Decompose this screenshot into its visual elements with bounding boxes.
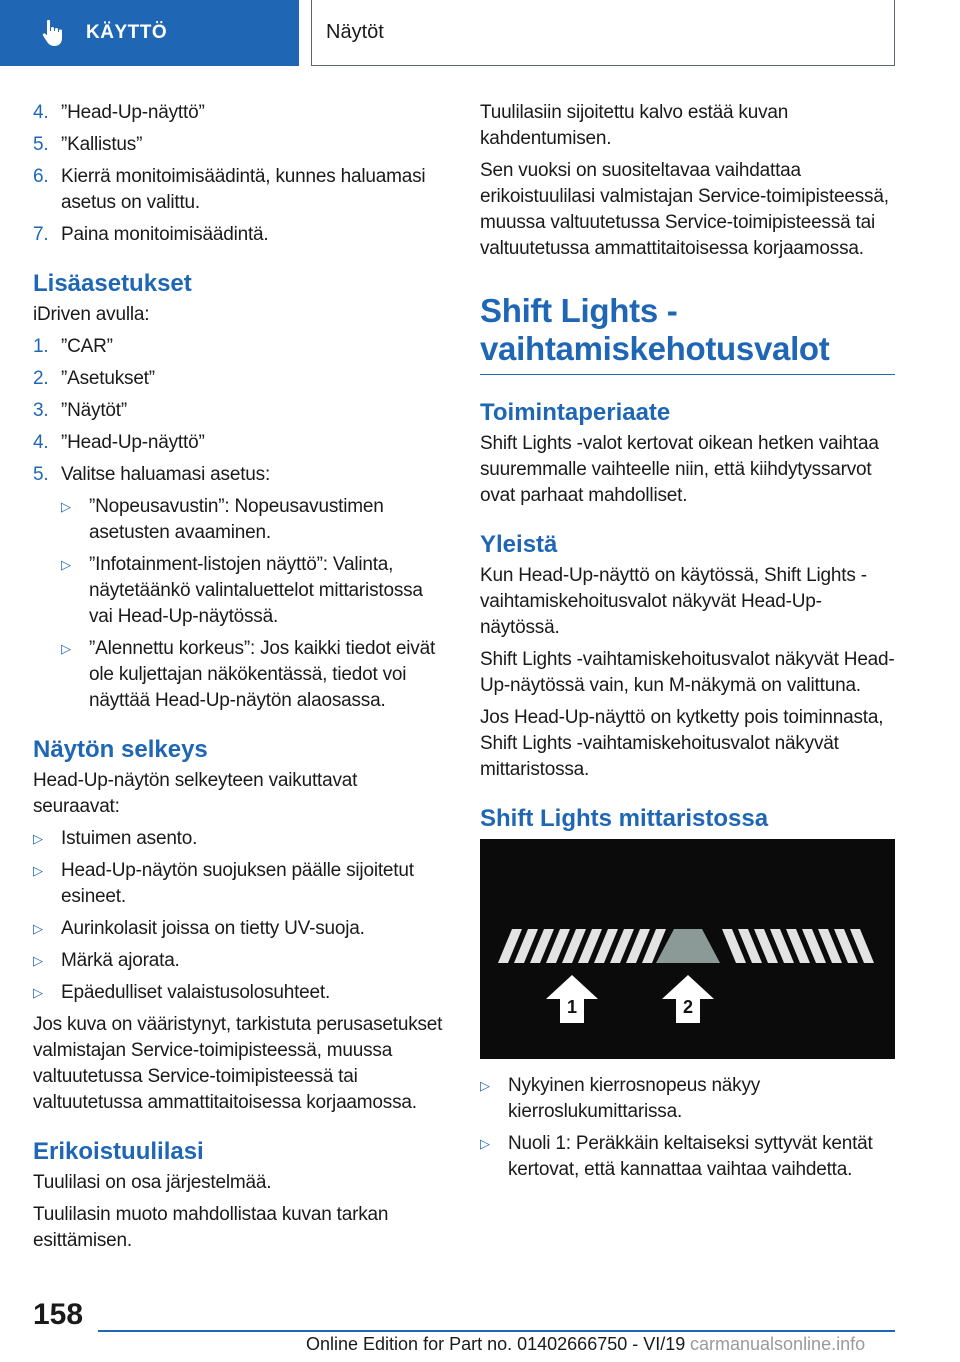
step-number: 5.: [33, 464, 49, 485]
step-number: 2.: [33, 368, 49, 389]
clarity-list: [33, 826, 448, 1006]
triangle-right-icon: ▷: [61, 641, 71, 656]
list-item: [61, 636, 448, 714]
triangle-right-icon: ▷: [61, 499, 71, 514]
item-text: Aurinkolasit joissa on tietty UV-suoja.: [61, 918, 365, 939]
footer-edition: Online Edition for Part no. 01402666750 - VI/19: [306, 1334, 686, 1354]
section-tab: [0, 0, 299, 66]
triangle-right-icon: ▷: [33, 831, 43, 846]
figure-notes-list: [480, 1073, 895, 1183]
step-text: ”Asetukset”: [61, 368, 155, 389]
step-number: 1.: [33, 336, 49, 357]
item-text: ”Nopeusavustin”: Nopeusavustimen asetusten avaaminen.: [89, 496, 384, 543]
step-number: 4.: [33, 432, 49, 453]
paragraph: iDriven avulla:: [33, 304, 150, 325]
step-number: 6.: [33, 166, 49, 187]
item-text: Istuimen asento.: [61, 828, 198, 849]
list-item: [33, 100, 448, 126]
step-number: 7.: [33, 224, 49, 245]
item-text: ”Infotainment-listojen näyttö”: Valinta, näytetäänkö valintaluettelot mittaristossa vai Head-Up-näytössä.: [89, 554, 423, 627]
item-text: Märkä ajorata.: [61, 950, 180, 971]
list-item: [33, 948, 448, 974]
paragraph: Head-Up-näytön selkeyteen vaikuttavat seuraavat:: [33, 770, 358, 817]
list-item: [33, 916, 448, 942]
triangle-right-icon: ▷: [33, 953, 43, 968]
triangle-right-icon: ▷: [480, 1078, 490, 1093]
paragraph: Jos Head-Up-näyttö on kytketty pois toiminnasta, Shift Lights -vaihtamiskehoitusvalot näkyvät mittaristossa.: [480, 707, 884, 780]
triangle-right-icon: ▷: [61, 557, 71, 572]
right-column: [480, 100, 895, 1189]
footer-watermark: carmanualsonline.info: [690, 1334, 866, 1354]
item-text: Nykyinen kierrosnopeus näkyy kierroslukumittarissa.: [508, 1075, 761, 1122]
settings-steps: [33, 334, 448, 488]
item-text: Epäedulliset valaistusolosuhteet.: [61, 982, 331, 1003]
heading-toimintaperiaate: Toimintaperiaate: [480, 399, 671, 426]
footer-divider: [98, 1330, 895, 1332]
list-item: [33, 132, 448, 158]
shift-lights-figure: [480, 839, 895, 1059]
paragraph: Tuulilasi on osa järjestelmää.: [33, 1172, 272, 1193]
item-text: Nuoli 1: Peräkkäin keltaiseksi syttyvät kentät kertovat, että kannattaa vaihtaa vaihdetta.: [508, 1133, 873, 1180]
list-item: [480, 1131, 895, 1183]
paragraph: Kun Head-Up-näyttö on käytössä, Shift Lights -vaihtamiskehoitusvalot näkyvät Head-Up-näytössä.: [480, 565, 867, 638]
chapter-title: Näytöt: [326, 21, 384, 43]
step-text: Kierrä monitoimisäädintä, kunnes haluamasi asetus on valittu.: [61, 166, 426, 213]
section-title: KÄYTTÖ: [86, 22, 168, 43]
heading-yleista: Yleistä: [480, 531, 558, 558]
heading-erikoistuulilasi: Erikoistuulilasi: [33, 1138, 204, 1165]
triangle-right-icon: ▷: [480, 1136, 490, 1151]
list-item: [61, 552, 448, 630]
list-item: [480, 1073, 895, 1125]
heading-shift-lights: Shift Lights - vaihtamiskehotusvalot: [480, 292, 895, 375]
list-item: [33, 430, 448, 456]
left-column: [33, 100, 448, 1260]
step-text: Valitse haluamasi asetus:: [61, 464, 271, 485]
list-item: [33, 462, 448, 488]
list-item: [33, 222, 448, 248]
triangle-right-icon: ▷: [33, 921, 43, 936]
triangle-right-icon: ▷: [33, 863, 43, 878]
heading-mittaristossa: Shift Lights mittaristossa: [480, 805, 769, 832]
shift-lights-illustration: [480, 839, 895, 1059]
list-item: [33, 164, 448, 216]
list-item: [61, 494, 448, 546]
paragraph: Shift Lights -valot kertovat oikean hetken vaihtaa suuremmalle vaihteelle niin, että kiihdytyssarvot ovat parhaat mahdolliset.: [480, 433, 879, 506]
list-item: [33, 826, 448, 852]
paragraph: Tuulilasiin sijoitettu kalvo estää kuvan kahdentumisen.: [480, 102, 789, 149]
list-item: [33, 858, 448, 910]
heading-selkeys: Näytön selkeys: [33, 736, 208, 763]
paragraph: Sen vuoksi on suositeltavaa vaihdattaa erikoistuulilasi valmistajan Service-toimipisteessä, muussa valtuutetussa Service-toimipisteessä tai valtuutetussa ammattitaitoisessa korjaamossa.: [480, 160, 889, 259]
settings-sublist: [61, 494, 448, 714]
step-text: ”Head-Up-näyttö”: [61, 432, 205, 453]
intro-steps: [33, 100, 448, 248]
step-number: 3.: [33, 400, 49, 421]
paragraph: Shift Lights -vaihtamiskehoitusvalot näkyvät Head-Up-näytössä vain, kun M-näkymä on valittuna.: [480, 649, 895, 696]
step-number: 5.: [33, 134, 49, 155]
step-text: ”Kallistus”: [61, 134, 143, 155]
page-number: 158: [33, 1298, 84, 1331]
triangle-right-icon: ▷: [33, 985, 43, 1000]
chapter-header: [311, 0, 895, 66]
item-text: ”Alennettu korkeus”: Jos kaikki tiedot eivät ole kuljettajan näkökentässä, tiedot voi näyttää Head-Up-näytön alaosassa.: [89, 638, 436, 711]
step-text: ”Näytöt”: [61, 400, 127, 421]
list-item: [33, 334, 448, 360]
paragraph: Jos kuva on vääristynyt, tarkistuta perusasetukset valmistajan Service-toimipisteessä, muussa valtuutetussa Service-toimipisteessä tai valtuutetussa ammattitaitoisessa korjaamossa.: [33, 1014, 443, 1113]
pointing-hand-icon: [38, 18, 68, 48]
step-number: 4.: [33, 102, 49, 123]
item-text: Head-Up-näytön suojuksen päälle sijoitetut esineet.: [61, 860, 414, 907]
paragraph: Tuulilasin muoto mahdollistaa kuvan tarkan esittämisen.: [33, 1204, 389, 1251]
step-text: ”CAR”: [61, 336, 113, 357]
step-text: Paina monitoimisäädintä.: [61, 224, 269, 245]
list-item: [33, 980, 448, 1006]
list-item: [33, 366, 448, 392]
heading-lisaasetukset: Lisäasetukset: [33, 270, 192, 297]
arrow-label-1: 1: [566, 997, 578, 1017]
list-item: [33, 398, 448, 424]
arrow-label-2: 2: [682, 997, 694, 1017]
step-text: ”Head-Up-näyttö”: [61, 102, 205, 123]
